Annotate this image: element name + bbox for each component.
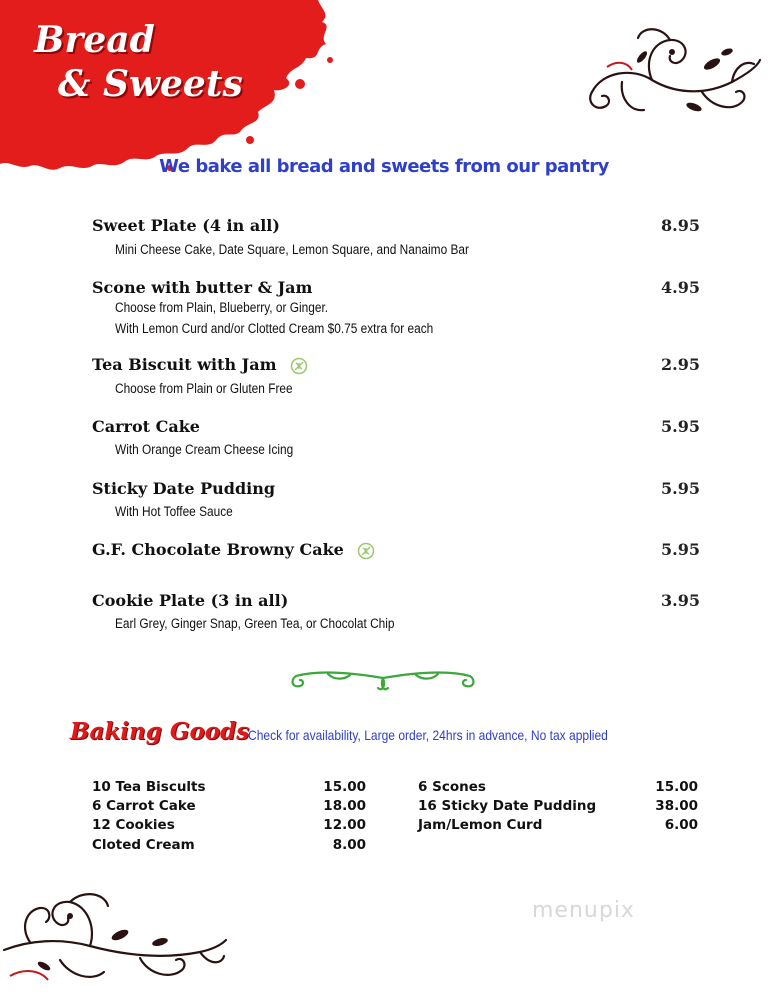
watermark: menupix [532,898,635,923]
baking-goods-note: Check for availability, Large order, 24hrs in advance, No tax applied [248,727,608,743]
baking-good-price: 8.00 [332,837,366,853]
menu-item-desc: With Hot Toffee Sauce [115,504,233,519]
menu-item-name: Scone with butter & Jam [92,278,313,297]
baking-good-price: 38.00 [655,798,698,814]
baking-good-name: 16 Sticky Date Pudding [418,798,597,814]
menu-item-price: 4.95 [661,278,700,297]
menu-item-name: Sticky Date Pudding [92,479,276,498]
tagline: We bake all bread and sweets from our pantry [159,156,609,177]
menu-item-price: 5.95 [661,417,700,436]
menu-item-label: Tea Biscuit with Jam [92,355,277,374]
baking-good-name: Jam/Lemon Curd [418,817,543,833]
gluten-free-icon [290,357,308,375]
logo-line-1: Bread [34,19,155,61]
menu-item-desc: With Orange Cream Cheese Icing [115,442,294,457]
menu-item-price: 5.95 [661,540,700,559]
menu-item-desc: Earl Grey, Ginger Snap, Green Tea, or Chocolat Chip [115,616,395,631]
menu-item-price: 8.95 [661,216,700,235]
menu-item-price: 2.95 [661,355,700,374]
baking-good-name: Cloted Cream [92,837,195,853]
divider-ornament-icon [288,666,478,696]
logo-line-2: & Sweets [58,63,243,105]
swirl-ornament-icon [582,12,762,127]
menu-item-desc: Mini Cheese Cake, Date Square, Lemon Square, and Nanaimo Bar [115,242,469,257]
baking-good-price: 15.00 [655,779,698,795]
menu-item-price: 3.95 [661,591,700,610]
menu-item-label: G.F. Chocolate Browny Cake [92,540,344,559]
baking-good-price: 6.00 [664,817,698,833]
baking-good-name: 6 Carrot Cake [92,798,196,814]
menu-item-desc: With Lemon Curd and/or Clotted Cream $0.75 extra for each [115,321,434,336]
baking-good-price: 15.00 [323,779,366,795]
menu-item-price: 5.95 [661,479,700,498]
logo-text [34,18,243,106]
gluten-free-icon [357,542,375,560]
baking-goods-title: Baking Goods [70,718,250,745]
baking-good-price: 18.00 [323,798,366,814]
baking-good-name: 6 Scones [418,779,486,795]
baking-good-name: 12 Cookies [92,817,175,833]
menu-item-name [92,355,308,375]
swirl-ornament-icon [0,880,230,994]
menu-item-name: Cookie Plate (3 in all) [92,591,289,610]
menu-item-desc: Choose from Plain, Blueberry, or Ginger. [115,300,329,315]
menu-item-desc: Choose from Plain or Gluten Free [115,381,293,396]
menu-item-name [92,540,375,560]
menu-item-name: Sweet Plate (4 in all) [92,216,280,235]
baking-good-name: 10 Tea Biscults [92,779,206,795]
menu-item-name: Carrot Cake [92,417,200,436]
baking-good-price: 12.00 [323,817,366,833]
